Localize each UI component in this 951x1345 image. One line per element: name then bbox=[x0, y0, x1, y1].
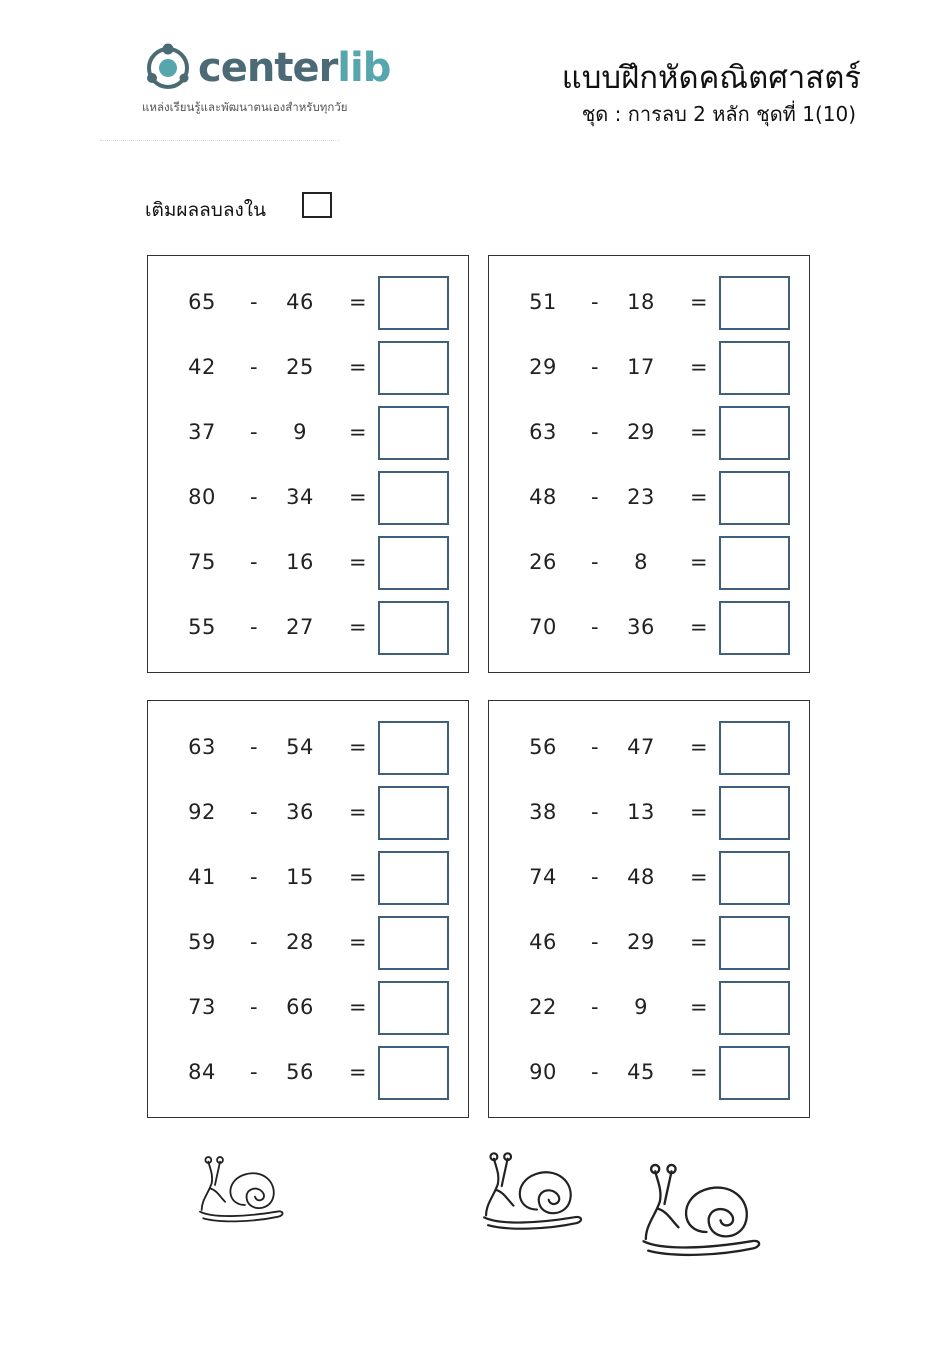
answer-box[interactable] bbox=[719, 851, 790, 905]
equals-sign: = bbox=[689, 420, 709, 444]
subtraction-problem bbox=[489, 536, 809, 590]
subtraction-problem bbox=[489, 721, 809, 775]
equals-sign: = bbox=[348, 290, 368, 314]
minus-sign: - bbox=[249, 485, 259, 509]
answer-box[interactable] bbox=[719, 981, 790, 1035]
subtraction-problem bbox=[148, 276, 468, 330]
subtrahend: 36 bbox=[286, 800, 314, 824]
minuend: 55 bbox=[188, 615, 216, 639]
minus-sign: - bbox=[590, 800, 600, 824]
minuend: 92 bbox=[188, 800, 216, 824]
minus-sign: - bbox=[249, 615, 259, 639]
equals-sign: = bbox=[689, 735, 709, 759]
answer-box[interactable] bbox=[719, 536, 790, 590]
minuend: 48 bbox=[529, 485, 557, 509]
subtraction-problem bbox=[489, 601, 809, 655]
subtraction-problem bbox=[148, 406, 468, 460]
minuend: 73 bbox=[188, 995, 216, 1019]
subtrahend: 34 bbox=[286, 485, 314, 509]
answer-box[interactable] bbox=[719, 406, 790, 460]
subtraction-problem bbox=[489, 916, 809, 970]
minus-sign: - bbox=[590, 355, 600, 379]
equals-sign: = bbox=[689, 550, 709, 574]
minuend: 37 bbox=[188, 420, 216, 444]
minus-sign: - bbox=[590, 550, 600, 574]
subtrahend: 27 bbox=[286, 615, 314, 639]
problem-panel bbox=[488, 255, 810, 673]
subtrahend: 48 bbox=[627, 865, 655, 889]
worksheet-title: แบบฝึกหัดคณิตศาสตร์ bbox=[561, 60, 861, 96]
subtrahend: 36 bbox=[627, 615, 655, 639]
equals-sign: = bbox=[348, 735, 368, 759]
minus-sign: - bbox=[590, 735, 600, 759]
snail-icon bbox=[636, 1155, 770, 1260]
minuend: 41 bbox=[188, 865, 216, 889]
answer-box[interactable] bbox=[378, 406, 449, 460]
subtrahend: 8 bbox=[634, 550, 648, 574]
subtraction-problem bbox=[148, 341, 468, 395]
worksheet-subtitle: ชุด : การลบ 2 หลัก ชุดที่ 1(10) bbox=[581, 102, 856, 126]
minuend: 46 bbox=[529, 930, 557, 954]
subtraction-problem bbox=[148, 1046, 468, 1100]
equals-sign: = bbox=[348, 1060, 368, 1084]
minuend: 38 bbox=[529, 800, 557, 824]
answer-box[interactable] bbox=[719, 786, 790, 840]
minus-sign: - bbox=[590, 1060, 600, 1084]
minuend: 42 bbox=[188, 355, 216, 379]
equals-sign: = bbox=[348, 355, 368, 379]
subtraction-problem bbox=[489, 1046, 809, 1100]
minuend: 22 bbox=[529, 995, 557, 1019]
subtraction-problem bbox=[148, 536, 468, 590]
logo-molecule-icon bbox=[140, 40, 196, 96]
answer-box[interactable] bbox=[378, 786, 449, 840]
minus-sign: - bbox=[249, 800, 259, 824]
subtrahend: 29 bbox=[627, 930, 655, 954]
subtraction-problem bbox=[489, 341, 809, 395]
subtrahend: 16 bbox=[286, 550, 314, 574]
equals-sign: = bbox=[689, 615, 709, 639]
answer-box[interactable] bbox=[719, 341, 790, 395]
minuend: 80 bbox=[188, 485, 216, 509]
minuend: 70 bbox=[529, 615, 557, 639]
minus-sign: - bbox=[590, 290, 600, 314]
answer-box[interactable] bbox=[378, 341, 449, 395]
subtrahend: 54 bbox=[286, 735, 314, 759]
answer-box[interactable] bbox=[378, 981, 449, 1035]
logo-tagline: แหล่งเรียนรู้และพัฒนาตนเองสำหรับทุกวัย bbox=[142, 100, 348, 114]
minus-sign: - bbox=[249, 355, 259, 379]
answer-box[interactable] bbox=[719, 721, 790, 775]
subtrahend: 18 bbox=[627, 290, 655, 314]
minus-sign: - bbox=[249, 1060, 259, 1084]
logo-wordmark: centerlib bbox=[198, 45, 391, 91]
subtraction-problem bbox=[148, 786, 468, 840]
problem-panel bbox=[147, 255, 469, 673]
minus-sign: - bbox=[249, 290, 259, 314]
answer-box[interactable] bbox=[378, 536, 449, 590]
minus-sign: - bbox=[249, 550, 259, 574]
problem-panel bbox=[488, 700, 810, 1118]
subtrahend: 29 bbox=[627, 420, 655, 444]
minus-sign: - bbox=[249, 995, 259, 1019]
answer-box[interactable] bbox=[378, 721, 449, 775]
equals-sign: = bbox=[348, 800, 368, 824]
equals-sign: = bbox=[348, 930, 368, 954]
subtrahend: 56 bbox=[286, 1060, 314, 1084]
subtrahend: 23 bbox=[627, 485, 655, 509]
minus-sign: - bbox=[590, 865, 600, 889]
minuend: 90 bbox=[529, 1060, 557, 1084]
minus-sign: - bbox=[590, 930, 600, 954]
minus-sign: - bbox=[590, 615, 600, 639]
equals-sign: = bbox=[348, 865, 368, 889]
answer-box[interactable] bbox=[378, 601, 449, 655]
subtrahend: 47 bbox=[627, 735, 655, 759]
equals-sign: = bbox=[689, 290, 709, 314]
minus-sign: - bbox=[249, 735, 259, 759]
snail-icon bbox=[195, 1150, 290, 1225]
equals-sign: = bbox=[689, 995, 709, 1019]
answer-box[interactable] bbox=[719, 916, 790, 970]
subtrahend: 9 bbox=[634, 995, 648, 1019]
equals-sign: = bbox=[689, 1060, 709, 1084]
minuend: 26 bbox=[529, 550, 557, 574]
answer-box[interactable] bbox=[719, 601, 790, 655]
answer-box[interactable] bbox=[378, 276, 449, 330]
minuend: 59 bbox=[188, 930, 216, 954]
subtraction-problem bbox=[489, 406, 809, 460]
equals-sign: = bbox=[689, 865, 709, 889]
equals-sign: = bbox=[348, 485, 368, 509]
equals-sign: = bbox=[348, 615, 368, 639]
equals-sign: = bbox=[689, 355, 709, 379]
equals-sign: = bbox=[689, 930, 709, 954]
subtrahend: 46 bbox=[286, 290, 314, 314]
subtrahend: 45 bbox=[627, 1060, 655, 1084]
minus-sign: - bbox=[590, 485, 600, 509]
subtraction-problem bbox=[148, 916, 468, 970]
subtrahend: 17 bbox=[627, 355, 655, 379]
minuend: 65 bbox=[188, 290, 216, 314]
subtraction-problem bbox=[489, 851, 809, 905]
minuend: 75 bbox=[188, 550, 216, 574]
answer-box[interactable] bbox=[719, 276, 790, 330]
minuend: 51 bbox=[529, 290, 557, 314]
answer-box[interactable] bbox=[719, 1046, 790, 1100]
equals-sign: = bbox=[689, 800, 709, 824]
minuend: 56 bbox=[529, 735, 557, 759]
subtraction-problem bbox=[489, 786, 809, 840]
instruction-sample-box bbox=[302, 192, 332, 218]
minuend: 84 bbox=[188, 1060, 216, 1084]
answer-box[interactable] bbox=[378, 1046, 449, 1100]
minuend: 74 bbox=[529, 865, 557, 889]
minuend: 63 bbox=[188, 735, 216, 759]
subtraction-problem bbox=[489, 981, 809, 1035]
answer-box[interactable] bbox=[378, 916, 449, 970]
equals-sign: = bbox=[348, 550, 368, 574]
subtrahend: 66 bbox=[286, 995, 314, 1019]
instruction-text: เติมผลลบลงใน bbox=[145, 199, 267, 221]
header-divider bbox=[100, 140, 340, 142]
subtraction-problem bbox=[148, 601, 468, 655]
subtrahend: 13 bbox=[627, 800, 655, 824]
minus-sign: - bbox=[590, 995, 600, 1019]
subtrahend: 28 bbox=[286, 930, 314, 954]
subtrahend: 9 bbox=[293, 420, 307, 444]
answer-box[interactable] bbox=[378, 471, 449, 525]
answer-box[interactable] bbox=[378, 851, 449, 905]
subtraction-problem bbox=[148, 981, 468, 1035]
problem-panel bbox=[147, 700, 469, 1118]
minus-sign: - bbox=[249, 865, 259, 889]
subtraction-problem bbox=[148, 851, 468, 905]
minus-sign: - bbox=[249, 420, 259, 444]
subtrahend: 25 bbox=[286, 355, 314, 379]
centerlib-logo bbox=[140, 40, 400, 120]
subtrahend: 15 bbox=[286, 865, 314, 889]
subtraction-problem bbox=[148, 721, 468, 775]
equals-sign: = bbox=[348, 995, 368, 1019]
equals-sign: = bbox=[689, 485, 709, 509]
snail-icon bbox=[478, 1145, 590, 1233]
answer-box[interactable] bbox=[719, 471, 790, 525]
equals-sign: = bbox=[348, 420, 368, 444]
subtraction-problem bbox=[489, 276, 809, 330]
subtraction-problem bbox=[489, 471, 809, 525]
minus-sign: - bbox=[249, 930, 259, 954]
subtraction-problem bbox=[148, 471, 468, 525]
minus-sign: - bbox=[590, 420, 600, 444]
minuend: 29 bbox=[529, 355, 557, 379]
minuend: 63 bbox=[529, 420, 557, 444]
